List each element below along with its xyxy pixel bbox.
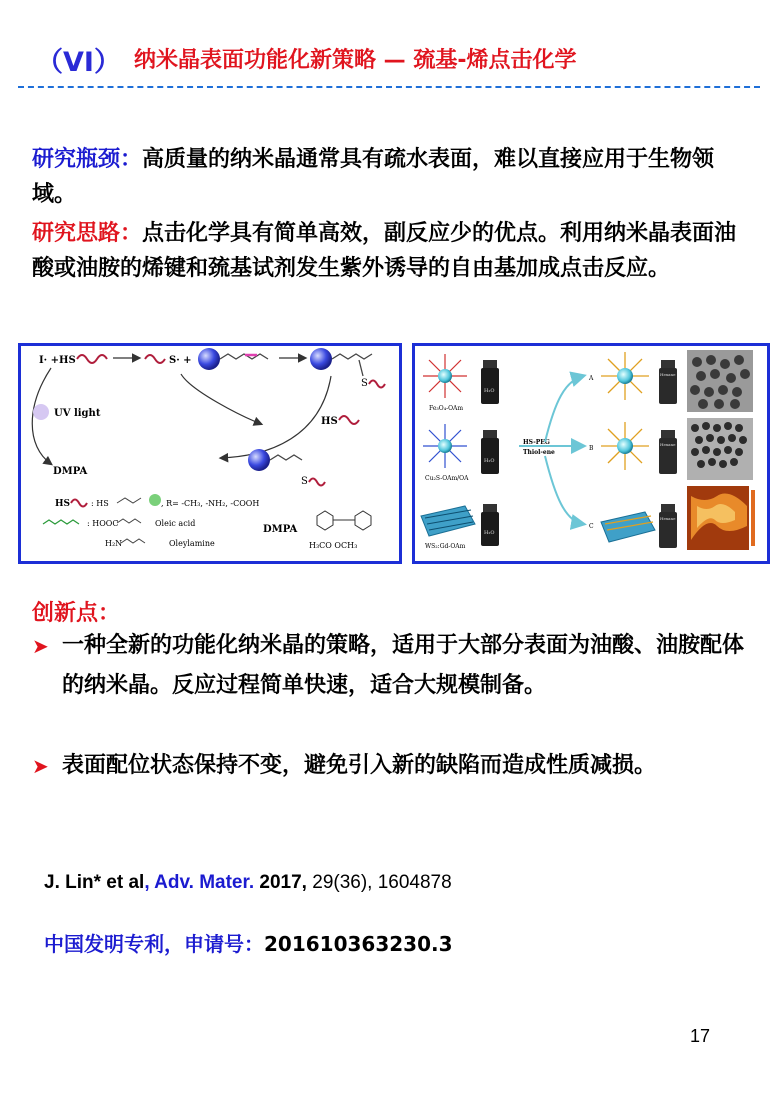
- patent-label: 中国发明专利，申请号：: [44, 932, 264, 956]
- bottleneck-text: 高质量的纳米晶通常具有疏水表面，难以直接应用于生物领域。: [32, 147, 715, 207]
- cu2s-particle-icon: [423, 424, 467, 468]
- patent-number: 201610363230.3: [264, 932, 453, 956]
- ws2-sheet-icon: [421, 506, 475, 536]
- phase-transfer-svg: [415, 346, 761, 555]
- legend-amine-name: Oleylamine: [169, 539, 215, 548]
- afm-image-ws2: [687, 486, 755, 550]
- cycle-arrow-right: [221, 376, 331, 458]
- dark-vial-icon: [481, 512, 499, 546]
- amine-tail-icon: [121, 539, 145, 543]
- citation-separator: ,: [144, 872, 155, 893]
- dmpa-methoxy-label: H₃CO OCH₃: [309, 541, 358, 550]
- transfer-arrow-a: [545, 376, 583, 442]
- oleic-chain-icon: [43, 520, 79, 524]
- hexane-label: Hexane: [660, 372, 676, 377]
- tem-image-fe3o4: [687, 350, 753, 412]
- reaction-scheme-svg: [21, 346, 393, 555]
- ligand-chain-icon: [270, 455, 302, 460]
- arrow-bullet-icon: ➤: [32, 754, 49, 778]
- peg-fe3o4-particle-icon: [601, 352, 649, 400]
- vial-label: H₂O: [484, 530, 495, 536]
- approach-paragraph: [32, 216, 747, 286]
- nanocrystal-ball-icon: [310, 348, 332, 370]
- arrow-bullet-icon: ➤: [32, 634, 49, 658]
- vial-cap-icon: [483, 360, 497, 368]
- citation-volume: 29(36), 1604878: [306, 872, 452, 893]
- uv-light-label: UV light: [54, 408, 101, 419]
- sulfur-label: S: [361, 378, 368, 389]
- nanocrystal-ball-icon: [198, 348, 220, 370]
- reaction-scheme-figure: [18, 343, 402, 564]
- title-divider: [18, 86, 760, 88]
- approach-label: 研究思路：: [32, 221, 143, 246]
- legend-oleic-name: Oleic acid: [155, 519, 196, 528]
- vial-cap-icon: [661, 360, 675, 368]
- dark-vial-icon: [481, 368, 499, 404]
- peg-ws2-sheet-icon: [601, 512, 655, 542]
- legend-amine-formula: H₂N: [105, 539, 123, 548]
- fe3o4-particle-icon: [423, 354, 467, 398]
- fe3o4-label: Fe₃O₄-OAm: [429, 405, 464, 412]
- thioether-bond-icon: [359, 360, 363, 376]
- vial-cap-icon: [661, 430, 675, 438]
- innovation-bullet-text: 表面配位状态保持不变，避免引入新的缺陷而造成性质减损。: [62, 753, 657, 778]
- cycle-arrow-back: [181, 374, 261, 424]
- hs-reagent-label: HS: [321, 416, 338, 427]
- benzene-ring-icon: [317, 511, 333, 530]
- uv-light-icon: [33, 404, 49, 420]
- vial-cap-icon: [483, 504, 497, 512]
- route-b-label: B: [589, 445, 594, 452]
- legend-r-definition: , R= -CH₃, -NH₂, -COOH: [161, 499, 260, 508]
- vial-cap-icon: [661, 504, 675, 512]
- thiol-chain-icon: [369, 381, 385, 388]
- route-c-label: C: [589, 523, 594, 530]
- citation-authors: J. Lin* et al: [44, 872, 145, 893]
- dmpa-structure-label: DMPA: [263, 524, 298, 535]
- thiyl-chain-icon: [145, 355, 165, 363]
- citation-year: 2017,: [254, 872, 307, 893]
- transfer-arrow-c: [545, 456, 583, 524]
- reaction-initiator-text: I· +HS: [39, 355, 76, 366]
- citation-line: [44, 872, 452, 894]
- thiol-chain-icon: [309, 479, 325, 486]
- ws2-label: WS₂:Gd-OAm: [425, 543, 466, 550]
- vial-label: H₂O: [484, 458, 495, 464]
- hexane-label: Hexane: [660, 442, 676, 447]
- innovation-bullet-1: [32, 626, 752, 746]
- thiol-ene-label: Thiol-ene: [523, 449, 555, 456]
- bottleneck-label: 研究瓶颈：: [32, 147, 143, 172]
- thiol-chain-icon: [71, 500, 87, 507]
- thiol-chain-icon: [339, 416, 359, 424]
- innovation-label: 创新点：: [32, 601, 121, 626]
- page-title: 纳米晶表面功能化新策略 — 巯基-烯点击化学: [134, 48, 577, 73]
- tem-image-cu2s: [687, 418, 753, 480]
- hs-peg-label: HS-PEG: [523, 439, 550, 446]
- dmpa-initiator-label: DMPA: [53, 466, 88, 477]
- bottleneck-paragraph: [32, 142, 747, 212]
- route-a-label: A: [589, 375, 594, 382]
- ligand-chain-icon: [332, 354, 372, 359]
- peg-chain-icon: [117, 498, 141, 503]
- ligand-chain-icon: [220, 354, 268, 359]
- oleic-tail-icon: [117, 519, 141, 523]
- approach-text: 点击化学具有简单高效，副反应少的优点。利用纳米晶表面油酸或油胺的烯键和巯基试剂发生紫外诱导的自由基加成点击反应。: [32, 221, 737, 281]
- vial-cap-icon: [483, 430, 497, 438]
- peg-cu2s-particle-icon: [601, 422, 649, 470]
- section-number: （VI）: [36, 47, 121, 78]
- cu2s-label: Cu₂S-OAm/OA: [425, 475, 469, 482]
- nanocrystal-ball-icon: [248, 449, 270, 471]
- hexane-label: Hexane: [660, 516, 676, 521]
- sulfur-label: S: [301, 476, 308, 487]
- citation-journal: Adv. Mater.: [154, 872, 255, 893]
- innovation-bullet-text: 一种全新的功能化纳米晶的策略，适用于大部分表面为油酸、油胺配体的纳米晶。反应过程简单快速，适合大规模制备。: [62, 633, 745, 698]
- r-group-icon: [149, 494, 161, 506]
- phase-transfer-figure: [412, 343, 770, 564]
- thiol-chain-icon: [77, 355, 107, 363]
- innovation-bullet-2: [32, 746, 752, 826]
- thiyl-radical-text: S· +: [169, 355, 192, 366]
- legend-hs-mark: HS: [55, 499, 71, 509]
- legend-hs-formula: : HS: [91, 499, 109, 508]
- legend-oleic-formula: : HOOC: [87, 519, 119, 528]
- benzene-ring-icon: [355, 511, 371, 530]
- page-number: 17: [690, 1026, 711, 1046]
- vial-label: H₂O: [484, 388, 495, 394]
- dark-vial-icon: [481, 438, 499, 474]
- patent-line: [44, 928, 453, 957]
